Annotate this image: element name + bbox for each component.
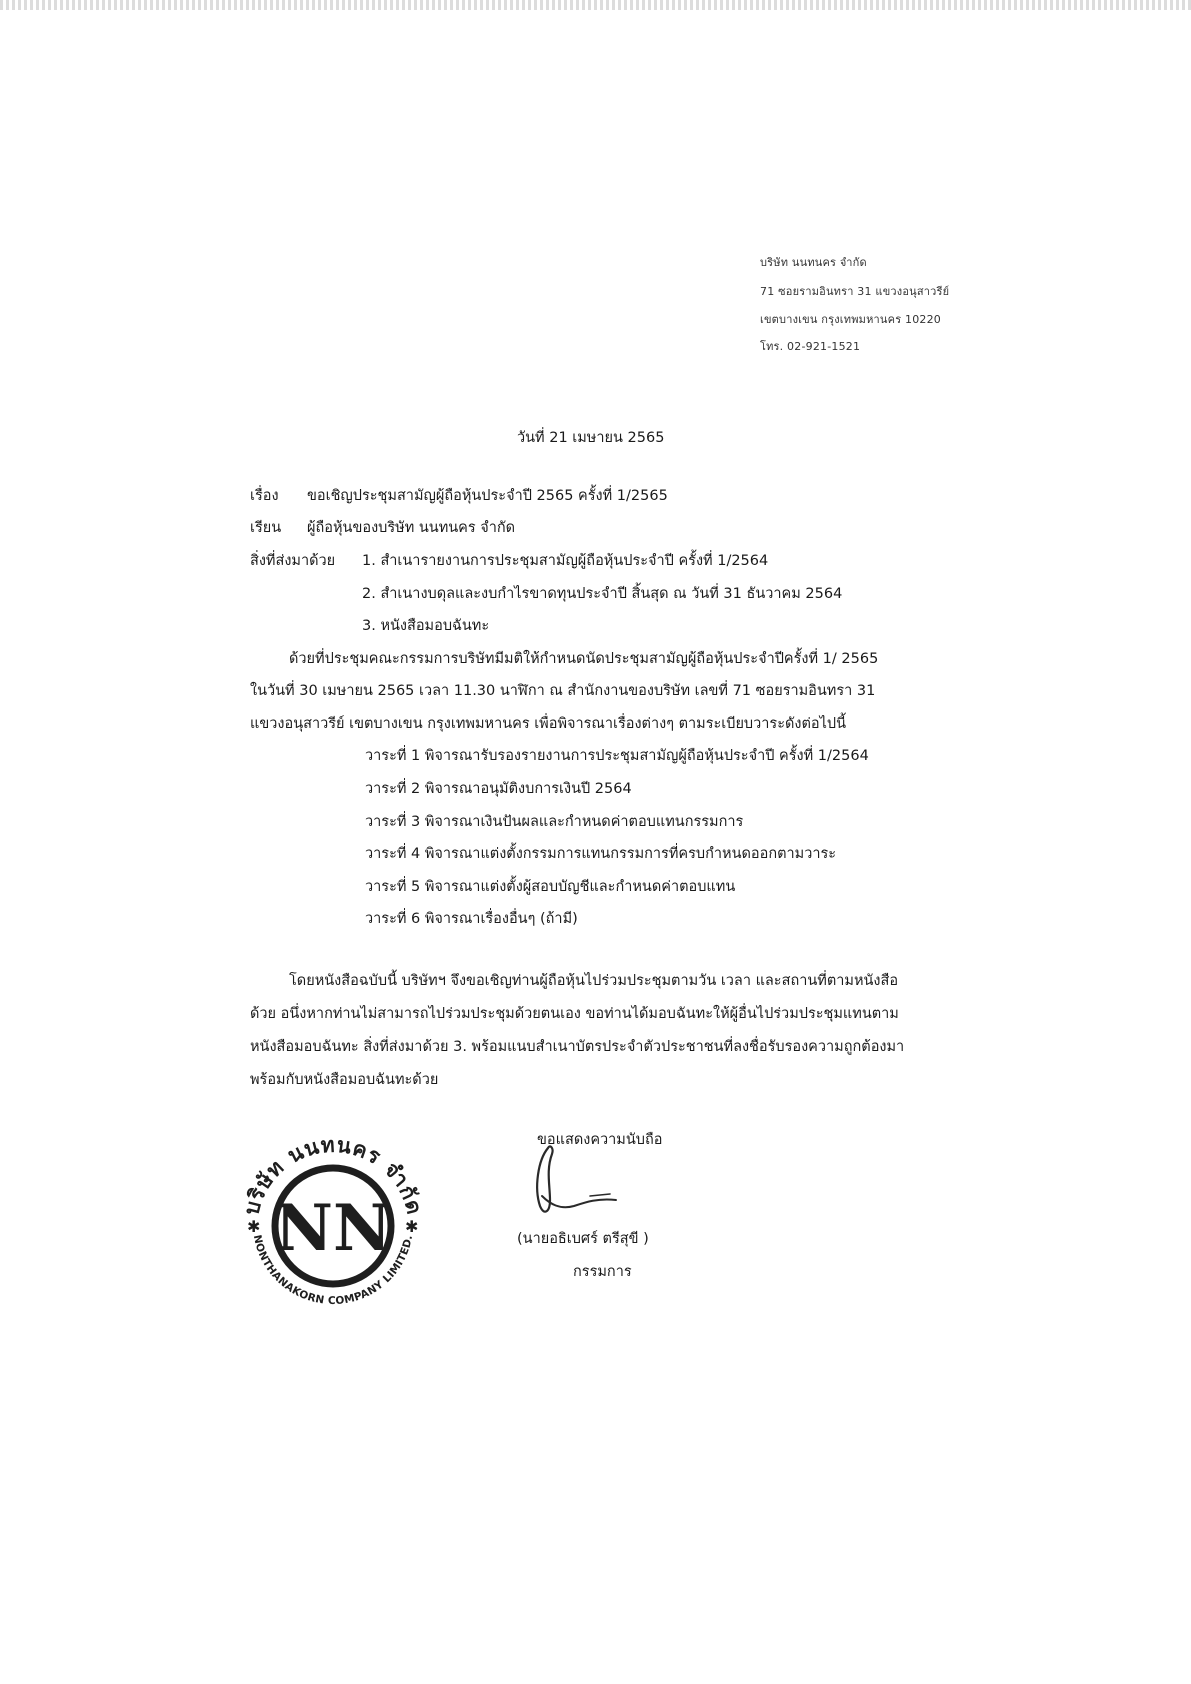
paragraph1-line-1: ด้วยที่ประชุมคณะกรรมการบริษัทมีมติให้กำหนดนัดประชุมสามัญผู้ถือหุ้นประจำปีครั้งที่ 1/ 2565: [289, 651, 879, 667]
paragraph1-line-3: แขวงอนุสาวรีย์ เขตบางเขน กรุงเทพมหานคร เพื่อพิจารณาเรื่องต่างๆ ตามระเบียบวาระดังต่อไปนี้: [250, 716, 847, 732]
company-phone: โทร. 02-921-1521: [760, 340, 861, 353]
company-seal: [233, 1128, 433, 1318]
seal-star-right-icon: ✱: [405, 1217, 419, 1236]
seal-star-left-icon: ✱: [247, 1217, 261, 1236]
recipient-label: เรียน: [250, 520, 282, 536]
letter-date: วันที่ 21 เมษายน 2565: [517, 430, 665, 446]
paragraph2-line-4: พร้อมกับหนังสือมอบฉันทะด้วย: [250, 1072, 439, 1088]
recipient-text: ผู้ถือหุ้นของบริษัท นนทนคร จำกัด: [307, 520, 516, 536]
company-address-line1: 71 ซอยรามอินทรา 31 แขวงอนุสาวรีย์: [760, 285, 950, 298]
signature-mark: [520, 1140, 630, 1230]
subject-label: เรื่อง: [250, 488, 279, 504]
company-address-line2: เขตบางเขน กรุงเทพมหานคร 10220: [760, 313, 942, 326]
seal-monogram: NN: [274, 1191, 392, 1266]
agenda-item-6: วาระที่ 6 พิจารณาเรื่องอื่นๆ (ถ้ามี): [365, 911, 578, 927]
signer-name: (นายอธิเบศร์ ตรีสุขี ): [517, 1231, 649, 1247]
subject-text: ขอเชิญประชุมสามัญผู้ถือหุ้นประจำปี 2565 ครั้งที่ 1/2565: [307, 488, 668, 504]
paragraph2-line-2: ด้วย อนึ่งหากท่านไม่สามารถไปร่วมประชุมด้วยตนเอง ขอท่านได้มอบฉันทะให้ผู้อื่นไปร่วมประชุมแทนตาม: [250, 1006, 899, 1022]
closing-salutation: ขอแสดงความนับถือ: [537, 1132, 663, 1148]
agenda-item-5: วาระที่ 5 พิจารณาแต่งตั้งผู้สอบบัญชีและกำหนดค่าตอบแทน: [365, 879, 736, 895]
enclosure-item-3: 3. หนังสือมอบฉันทะ: [362, 618, 490, 634]
enclosure-item-1: 1. สำเนารายงานการประชุมสามัญผู้ถือหุ้นประจำปี ครั้งที่ 1/2564: [362, 553, 769, 569]
agenda-item-1: วาระที่ 1 พิจารณารับรองรายงานการประชุมสามัญผู้ถือหุ้นประจำปี ครั้งที่ 1/2564: [365, 748, 869, 764]
seal-bottom-text: NONTHANAKORN COMPANY LIMITED.: [250, 1233, 416, 1308]
agenda-item-4: วาระที่ 4 พิจารณาแต่งตั้งกรรมการแทนกรรมการที่ครบกำหนดออกตามวาระ: [365, 846, 837, 862]
paragraph1-line-2: ในวันที่ 30 เมษายน 2565 เวลา 11.30 นาฬิกา ณ สำนักงานของบริษัท เลขที่ 71 ซอยรามอินทรา 31: [250, 683, 876, 699]
agenda-item-2: วาระที่ 2 พิจารณาอนุมัติงบการเงินปี 2564: [365, 781, 632, 797]
paragraph2-line-1: โดยหนังสือฉบับนี้ บริษัทฯ จึงขอเชิญท่านผู้ถือหุ้นไปร่วมประชุมตามวัน เวลา และสถานที่ตามหนังสือ: [289, 973, 899, 989]
scan-edge-artifact: [0, 0, 1191, 10]
agenda-item-3: วาระที่ 3 พิจารณาเงินปันผลและกำหนดค่าตอบแทนกรรมการ: [365, 814, 744, 830]
signer-title: กรรมการ: [573, 1264, 632, 1280]
paragraph2-line-3: หนังสือมอบฉันทะ สิ่งที่ส่งมาด้วย 3. พร้อมแนบสำเนาบัตรประจำตัวประชาชนที่ลงชื่อรับรองความถูกต้องมา: [250, 1039, 905, 1055]
enclosure-item-2: 2. สำเนางบดุลและงบกำไรขาดทุนประจำปี สิ้นสุด ณ วันที่ 31 ธันวาคม 2564: [362, 586, 843, 602]
company-name: บริษัท นนทนคร จำกัด: [760, 256, 867, 269]
enclosures-label: สิ่งที่ส่งมาด้วย: [250, 553, 336, 569]
seal-top-text: บริษัท นนทนคร จำกัด: [239, 1132, 427, 1218]
